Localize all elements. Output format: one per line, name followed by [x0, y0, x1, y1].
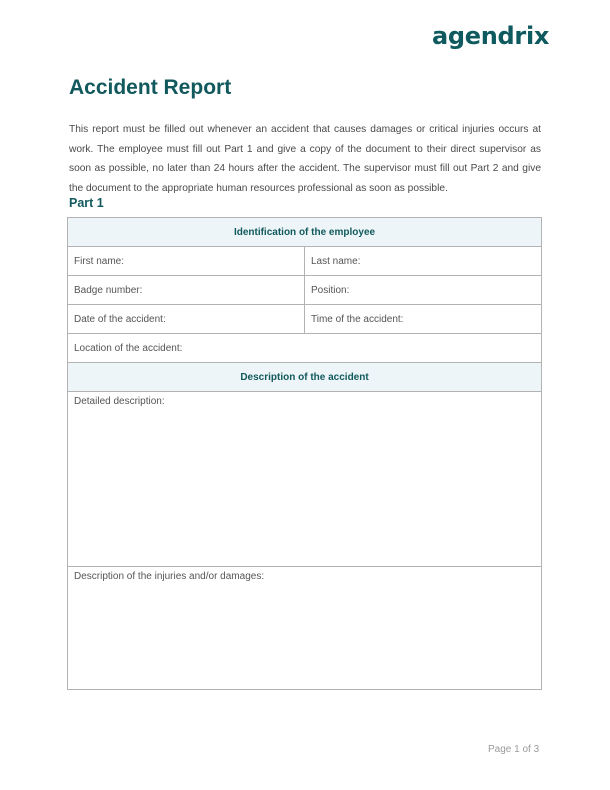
first-name-field[interactable]: First name:: [68, 247, 305, 276]
injuries-description-field[interactable]: Description of the injuries and/or damages:: [68, 567, 542, 690]
intro-paragraph: This report must be filled out whenever an accident that causes damages or critical injuries occurs at work. The employee must fill out Part 1 and give a copy of the document to their direct supervisor as soon as possible, no later than 24 hours after the accident. The supervisor must fill out Part 2 and give the document to the appropriate human resources professional as soon as possible.: [69, 124, 541, 194]
part-heading: Part 1: [69, 196, 104, 210]
section-header-identification: Identification of the employee: [68, 218, 542, 247]
date-of-accident-field[interactable]: Date of the accident:: [68, 305, 305, 334]
page-indicator: Page 1 of 3: [488, 744, 540, 755]
page-title: Accident Report: [69, 76, 232, 99]
position-field[interactable]: Position:: [305, 276, 542, 305]
section-header-description: Description of the accident: [68, 363, 542, 392]
location-of-accident-field[interactable]: Location of the accident:: [68, 334, 542, 363]
detailed-description-field[interactable]: Detailed description:: [68, 392, 542, 567]
agendrix-logo: agendrix: [432, 22, 550, 50]
badge-number-field[interactable]: Badge number:: [68, 276, 305, 305]
accident-form-table: [67, 217, 542, 690]
last-name-field[interactable]: Last name:: [305, 247, 542, 276]
time-of-accident-field[interactable]: Time of the accident:: [305, 305, 542, 334]
